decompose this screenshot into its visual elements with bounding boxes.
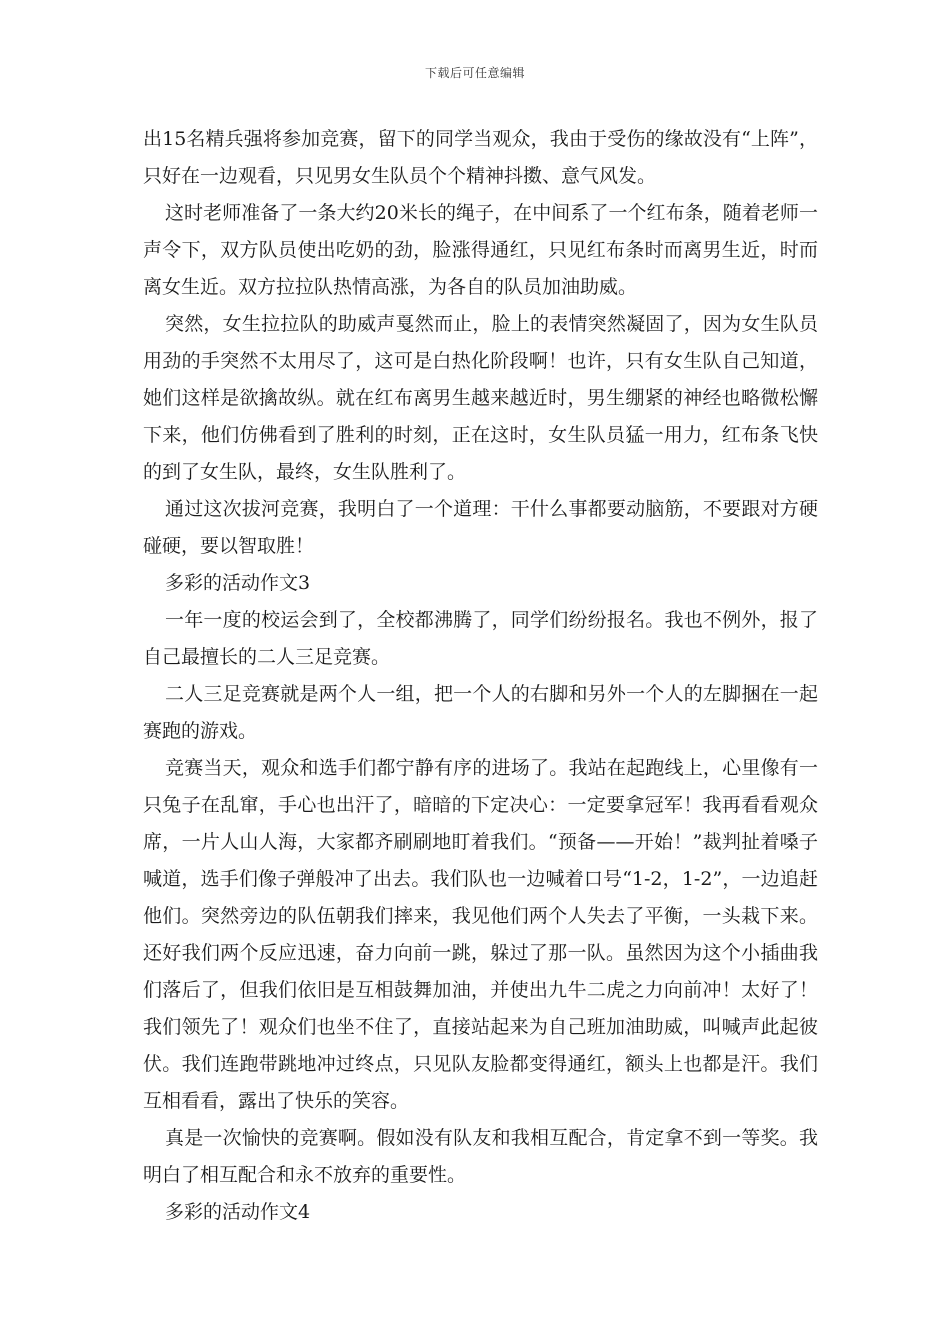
paragraph: 竞赛当天，观众和选手们都宁静有序的进场了。我站在起跑线上，心里像有一只兔子在乱窜，手心也出汗了，暗暗的下定决心：一定要拿冠军！我再看看观众席，一片人山人海，大家都齐刷刷地盯着我们。“预备——开始！”裁判扯着嗓子喊道，选手们像子弹般冲了出去。我们队也一边喊着口号“1-2，1-2”，一边追赶他们。突然旁边的队伍朝我们摔来，我见他们两个人失去了平衡，一头栽下来。还好我们两个反应迅速，奋力向前一跳，躲过了那一队。虽然因为这个小插曲我们落后了，但我们依旧是互相鼓舞加油，并使出九牛二虎之力向前冲！太好了！我们领先了！观众们也坐不住了，直接站起来为自己班加油助威，叫喊声此起彼伏。我们连跑带跳地冲过终点，只见队友脸都变得通红，额头上也都是汗。我们互相看看，露出了快乐的笑容。 [143, 757, 818, 1112]
paragraph: 这时老师准备了一条大约20米长的绳子，在中间系了一个红布条，随着老师一声令下，双方队员使出吃奶的劲，脸涨得通红，只见红布条时而离男生近，时而离女生近。双方拉拉队热情高涨，为各自的队员加油助威。 [143, 202, 818, 298]
section-heading: 多彩的活动作文4 [165, 1201, 311, 1223]
paragraph: 一年一度的校运会到了，全校都沸腾了，同学们纷纷报名。我也不例外，报了自己最擅长的二人三足竞赛。 [143, 609, 818, 668]
document-body [143, 121, 818, 1231]
paragraph: 通过这次拔河竞赛，我明白了一个道理：干什么事都要动脑筋，不要跟对方硬碰硬，要以智取胜！ [143, 498, 818, 557]
page-header: 下载后可任意编辑 [424, 66, 525, 80]
paragraph: 出15名精兵强将参加竞赛，留下的同学当观众，我由于受伤的缘故没有“上阵”，只好在一边观看，只见男女生队员个个精神抖擞、意气风发。 [143, 128, 818, 187]
section-heading: 多彩的活动作文3 [165, 572, 311, 594]
paragraph: 突然，女生拉拉队的助威声戛然而止，脸上的表情突然凝固了，因为女生队员用劲的手突然不太用尽了，这可是白热化阶段啊！也许，只有女生队自己知道，她们这样是欲擒故纵。就在红布离男生越来越近时，男生绷紧的神经也略微松懈下来，他们仿佛看到了胜利的时刻，正在这时，女生队员猛一用力，红布条飞快的到了女生队，最终，女生队胜利了。 [143, 313, 818, 483]
paragraph: 真是一次愉快的竞赛啊。假如没有队友和我相互配合，肯定拿不到一等奖。我明白了相互配合和永不放弃的重要性。 [143, 1127, 818, 1186]
paragraph: 二人三足竞赛就是两个人一组，把一个人的右脚和另外一个人的左脚捆在一起赛跑的游戏。 [143, 683, 818, 742]
